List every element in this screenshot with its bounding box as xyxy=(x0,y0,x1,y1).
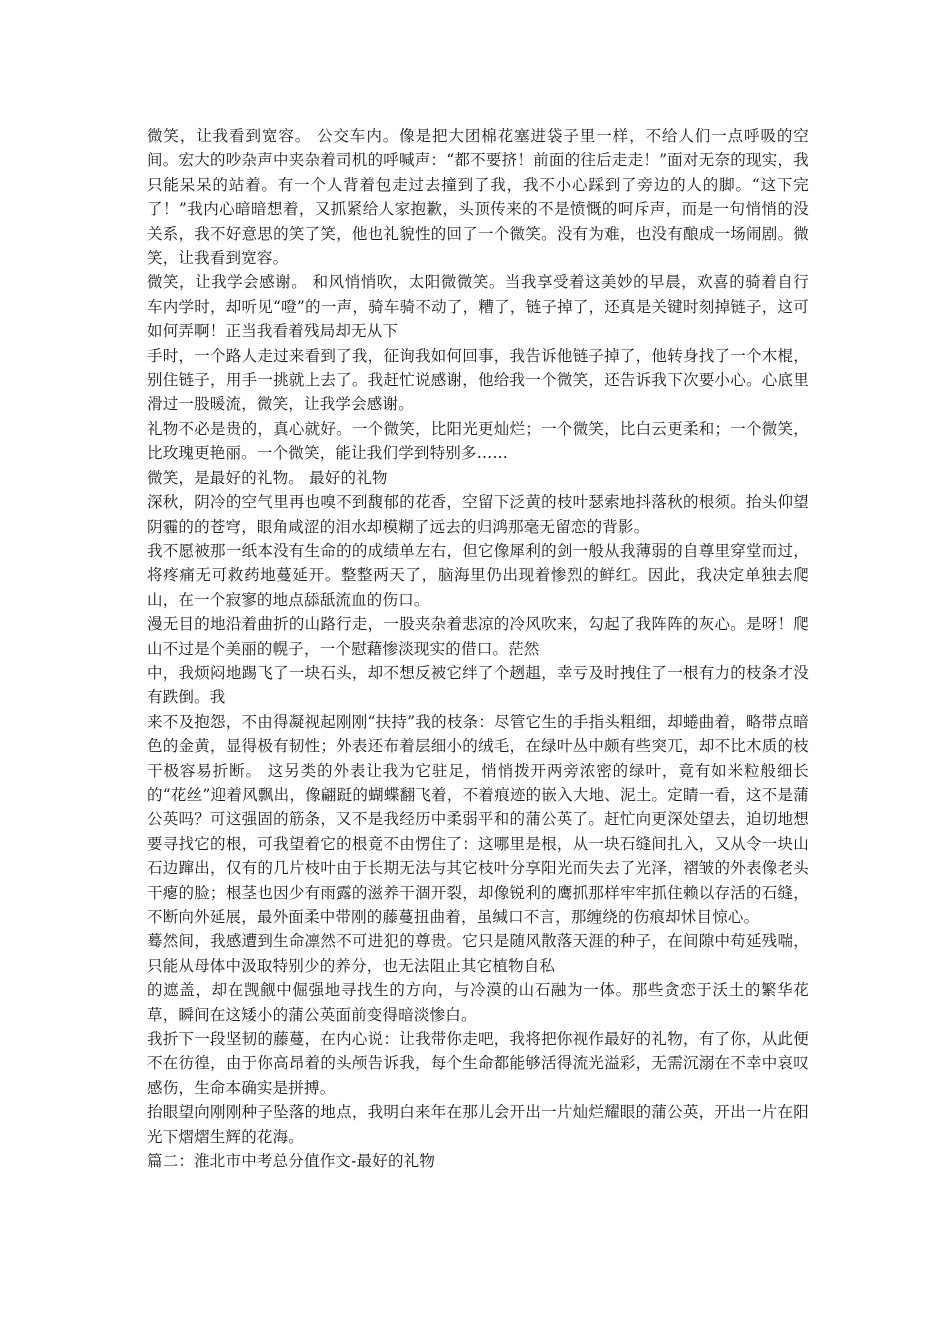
paragraph: 微笑，让我看到宽容。 公交车内。像是把大团棉花塞进袋子里一样，不给人们一点呼吸的空间。宏大的吵杂声中夹杂着司机的呼喊声：“都不要挤！前面的往后走走！”面对无奈的现实，我只能呆呆的站着。有一个人背着包走过去撞到了我，我不小心踩到了旁边的人的脚。“这下完了！”我内心暗暗想着，又抓紧给人家抱歉，头顶传来的不是愤慨的呵斥声，而是一句悄悄的没关系，我不好意思的笑了笑，他也礼貌性的回了一个微笑。没有为难，也没有酿成一场闹剧。微笑，让我看到宽容。 xyxy=(147,127,809,268)
paragraph: 中，我烦闷地踢飞了一块石头，却不想反被它绊了个趔趄，幸亏及时拽住了一根有力的枝条才没有跌倒。我 xyxy=(147,663,809,707)
paragraph: 来不及抱怨，不由得凝视起刚刚“扶持”我的枝条：尽管它生的手指头粗细，却蜷曲着，略带点暗色的金黄，显得极有韧性；外表还布着层细小的绒毛，在绿叶丛中颇有些突兀，却不比木质的枝干极容易折断。 这另类的外表让我为它驻足，悄悄拨开两旁浓密的绿叶，竟有如米粒般细长的“花丝”迎着风飘出，像翩跹的蝴蝶翻飞着，不着痕迹的嵌入大地、泥土。定睛一看，这不是蒲公英吗？可这强固的筋条，又不是我经历中柔弱平和的蒲公英了。赶忙向更深处望去，迫切地想要寻找它的根，可我望着它的根竟不由愣住了：这哪里是根，从一块石缝间扎入，又从令一块山石边蹿出，仅有的几片枝叶由于长期无法与其它枝叶分享阳光而失去了光泽，褶皱的外表像老头干瘪的脸；根茎也因少有雨露的滋养干涸开裂，却像锐利的鹰抓那样牢牢抓住赖以存活的石缝，不断向外延展，最外面柔中带刚的藤蔓扭曲着，虽缄口不言，那缠绕的伤痕却怵目惊心。 xyxy=(147,712,809,926)
section-heading: 篇二：淮北市中考总分值作文-最好的礼物 xyxy=(147,1152,436,1171)
paragraph: 的遮盖，却在觊觎中倔强地寻找生的方向，与冷漠的山石融为一体。那些贪恋于沃土的繁华花草，瞬间在这矮小的蒲公英面前变得暗淡惨白。 xyxy=(147,981,809,1024)
paragraph: 我不愿被那一纸本没有生命的的成绩单左右，但它像犀利的剑一般从我薄弱的自尊里穿堂而过，将疼痛无可救药地蔓延开。整整两天了，脑海里仍出现着惨烈的鲜红。因此，我决定单独去爬山，在一个寂寥的地点舔舐流血的伤口。 xyxy=(147,541,809,609)
document-body xyxy=(147,124,809,1173)
paragraph: 漫无目的地沿着曲折的山路行走，一股夹杂着悲凉的冷风吹来，勾起了我阵阵的灰心。是呀！爬山不过是个美丽的幌子，一个慰藉惨淡现实的借口。茫然 xyxy=(147,615,809,658)
paragraph: 微笑，是最好的礼物。 最好的礼物 xyxy=(147,468,388,487)
paragraph: 礼物不必是贵的，真心就好。一个微笑，比阳光更灿烂；一个微笑，比白云更柔和；一个微笑，比玫瑰更艳丽。一个微笑，能让我们学到特别多…… xyxy=(147,419,809,463)
paragraph: 我折下一段坚韧的藤蔓，在内心说：让我带你走吧，我将把你视作最好的礼物，有了你，从此便不在彷徨，由于你高昂着的头颅告诉我，每个生命都能够活得流光溢彩，无需沉溺在不幸中哀叹感伤，生命本确实是拼搏。 xyxy=(147,1030,809,1097)
paragraph: 蓦然间，我感遭到生命凛然不可进犯的尊贵。它只是随风散落天涯的种子，在间隙中苟延残喘，只能从母体中汲取特别少的养分，也无法阻止其它植物自私 xyxy=(147,932,809,975)
paragraph: 深秋，阴冷的空气里再也嗅不到馥郁的花香，空留下泛黄的枝叶瑟索地抖落秋的根须。抬头仰望阴霾的的苍穹，眼角咸涩的泪水却模糊了远去的归鸿那毫无留恋的背影。 xyxy=(147,493,809,536)
paragraph: 微笑，让我学会感谢。 和风悄悄吹，太阳微微笑。当我享受着这美妙的早晨，欢喜的骑着自行车内学时，却听见“噔”的一声，骑车骑不动了，糟了，链子掉了，还真是关键时刻掉链子，这可如何弄啊！正当我看着残局却无从下 xyxy=(147,273,809,341)
paragraph: 抬眼望向刚刚种子坠落的地点，我明白来年在那儿会开出一片灿烂耀眼的蒲公英，开出一片在阳光下熠熠生辉的花海。 xyxy=(147,1103,809,1146)
paragraph: 手时，一个路人走过来看到了我，征询我如何回事，我告诉他链子掉了，他转身找了一个木棍，别住链子，用手一挑就上去了。我赶忙说感谢，他给我一个微笑，还告诉我下次要小心。心底里滑过一股暖流，微笑，让我学会感谢。 xyxy=(147,346,809,414)
